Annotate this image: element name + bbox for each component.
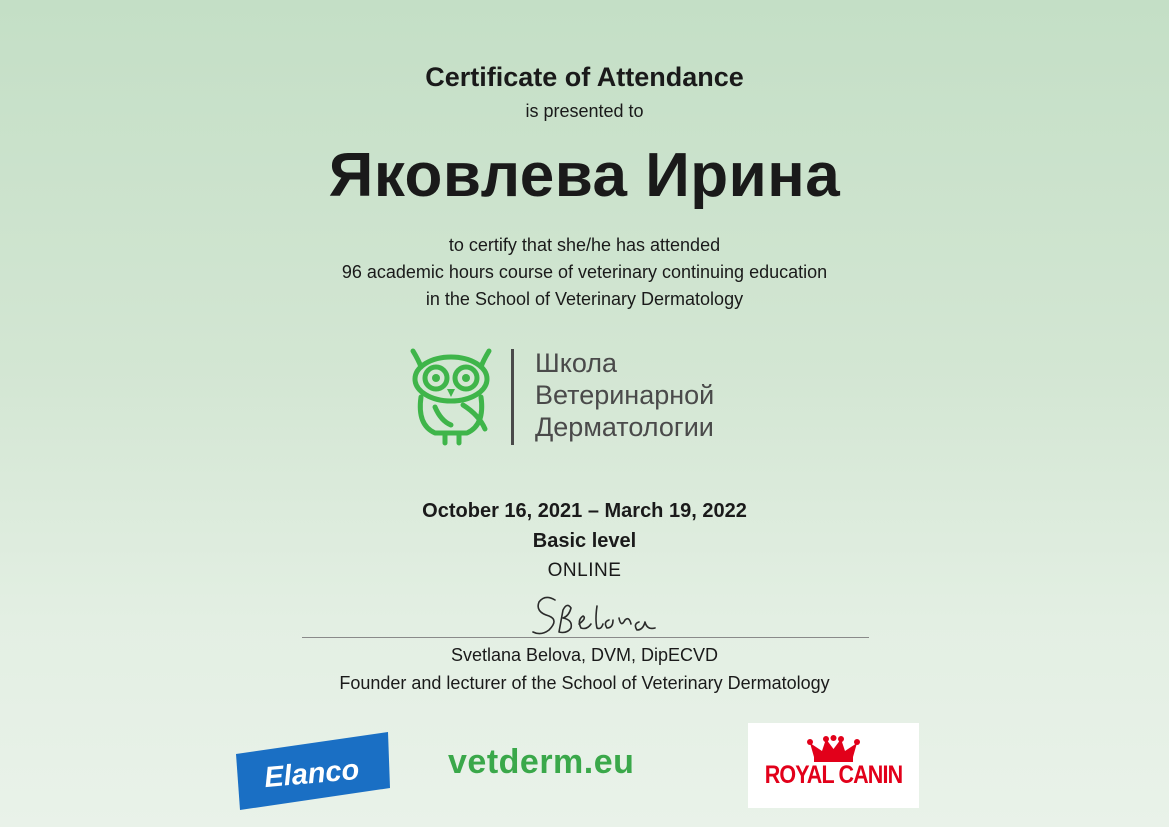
royal-canin-logo-text: ROYAL CANIN bbox=[764, 761, 903, 789]
owl-icon bbox=[405, 345, 497, 447]
signer-name: Svetlana Belova, DVM, DipECVD bbox=[450, 645, 719, 665]
school-logo bbox=[405, 345, 785, 450]
certify-line: in the School of Veterinary Dermatology bbox=[425, 289, 744, 309]
logo-divider bbox=[511, 349, 514, 445]
signer-role: Founder and lecturer of the School of Veterinary Dermatology bbox=[339, 673, 830, 693]
course-format: ONLINE bbox=[547, 560, 622, 581]
recipient-name: Яковлева Ирина bbox=[328, 141, 841, 210]
school-name-line: Ветеринарной bbox=[535, 380, 715, 410]
presented-to-text: is presented to bbox=[525, 101, 644, 121]
course-dates: October 16, 2021 – March 19, 2022 bbox=[422, 500, 747, 522]
school-name bbox=[535, 347, 714, 443]
vetderm-logo: vetderm.eu bbox=[448, 743, 635, 781]
certify-line: 96 academic hours course of veterinary continuing education bbox=[341, 262, 828, 282]
certify-text bbox=[0, 232, 1169, 313]
school-name-line: Дерматологии bbox=[535, 412, 714, 442]
royal-canin-logo bbox=[748, 723, 919, 808]
crown-icon bbox=[806, 735, 861, 763]
elanco-logo-text: Elanco bbox=[262, 753, 361, 795]
school-name-line: Школа bbox=[535, 348, 618, 378]
handwritten-signature bbox=[497, 590, 702, 642]
elanco-logo bbox=[232, 732, 394, 810]
certify-line: to certify that she/he has attended bbox=[448, 235, 721, 255]
course-level: Basic level bbox=[532, 530, 637, 552]
certificate-title: Certificate of Attendance bbox=[425, 62, 744, 92]
